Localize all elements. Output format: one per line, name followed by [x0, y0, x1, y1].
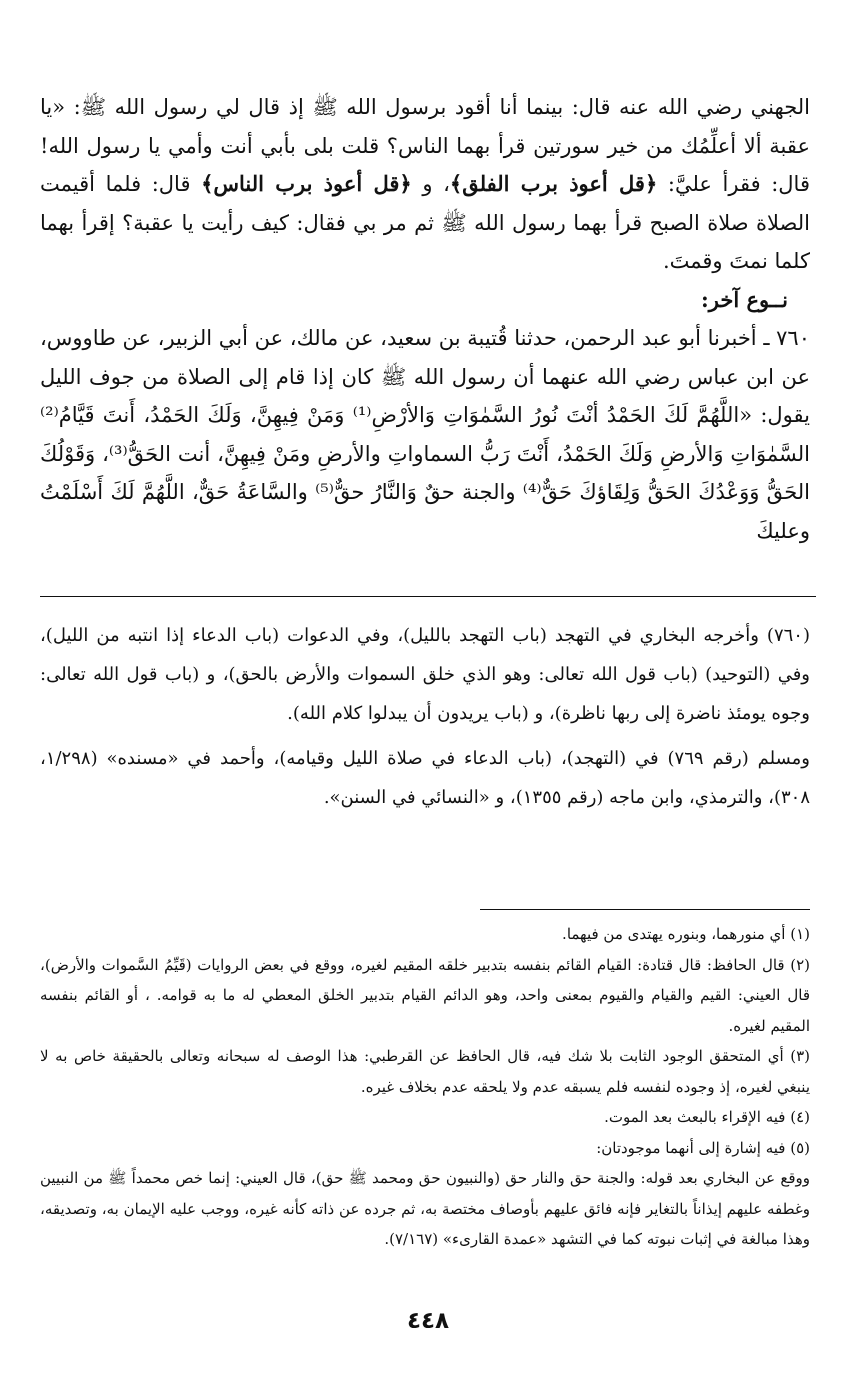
footnote-5: (٥) فيه إشارة إلى أنهما موجودتان: — [596, 1138, 810, 1157]
footnote-3: (٣) أي المتحقق الوجود الثابت بلا شك فيه، قال الحافظ عن القرطبي: هذا الوصف له سبحانه وتعالى بالحقيقة خاص به لا ينبغي لغيره، إذ وجوده لنفسه فلم يسبقه عدم ولا يلحقه عدم بخلاف غيره. — [40, 1047, 810, 1096]
takhrij-commentary — [40, 616, 810, 823]
paragraph-hadith-uqba: الجهني رضي الله عنه قال: بينما أنا أقود برسول الله ﷺ إذ قال لي رسول الله ﷺ: «يا عقبة ألا أعلِّمُك من خير سورتين قرأ بهما الناس؟ قلت بلى بأبي أنت وأمي يا رسول الله! قال: فقرأ عليَّ: ﴿قل أعوذ برب الفلق﴾، و ﴿قل أعوذ برب الناس﴾ قال: فلما أقيمت الصلاة صلاة الصبح قرأ بهما رسول الله ﷺ ثم مر بي فقال: كيف رأيت يا عقبة؟ إقرأ بهما كلما نمتَ وقمتَ. — [40, 95, 810, 273]
sura-nas: ﴿قل أعوذ برب الناس﴾ — [201, 171, 412, 196]
commentary-paragraph: (٧٦٠) وأخرجه البخاري في التهجد (باب التهجد بالليل)، وفي الدعوات (باب الدعاء إذا انتبه من الليل)، وفي (التوحيد) (باب قول الله تعالى: وهو الذي خلق السموات والأرض بالحق)، و (باب قول الله تعالى: وجوه يومئذ ناضرة إلى ربها ناظرة)، و (باب يريدون أن يبدلوا كلام الله). — [40, 625, 810, 724]
footnote-5-continuation: ووقع عن البخاري بعد قوله: والجنة حق والنار حق (والنبيون حق ومحمد ﷺ حق)، قال العيني: إنما خص محمداً ﷺ من النبيين وغطفه عليهم إيذاناً بالتغاير فإنه فائق عليهم بأوصاف مختصة به، ثم جرده عن ذاته كأنه غيره، ووجب عليه الإيمان به، وتصديقه، وهذا مبالغة في إثبات نبوته كما في التشهد «عمدة القارىء» (٧/١٦٧). — [40, 1169, 810, 1248]
section-heading: نــوع آخر: — [701, 286, 788, 312]
page-number: ٤٤٨ — [406, 1308, 450, 1334]
sura-falaq: ﴿قل أعوذ برب الفلق﴾ — [449, 171, 658, 196]
footnote-4: (٤) فيه الإقراء بالبعث بعد الموت. — [604, 1108, 810, 1126]
main-text — [40, 88, 810, 550]
commentary-paragraph: ومسلم (رقم ٧٦٩) في (التهجد)، (باب الدعاء في صلاة الليل وقيامه)، وأحمد في «مسنده» (١/٢٩٨، ٣٠٨)، والترمذي، وابن ماجه (رقم ١٣٥٥)، و «النسائي في السنن». — [40, 748, 810, 808]
footnote-1: (١) أي منورهما، وبنوره يهتدى من فيهما. — [562, 925, 810, 943]
footnote-divider — [480, 909, 810, 910]
paragraph-hadith-760: ٧٦٠ ـ أخبرنا أبو عبد الرحمن، حدثنا قُتيبة بن سعيد، عن مالك، عن أبي الزبير، عن طاووس، عن ابن عباس رضي الله عنهما أن رسول الله ﷺ كان إذا قام إلى الصلاة من جوف الليل يقول: «اللَّهُمَّ لَكَ الحَمْدُ أنْتَ نُورُ السَّمٰوَاتِ وَالأرْضِ⁽¹⁾ وَمَنْ فِيهِنَّ، وَلَكَ الحَمْدُ، أَنتَ قَيَّامُ⁽²⁾ السَّمٰوَاتِ وَالأرضِ وَلَكَ الحَمْدُ، أَنْتَ رَبُّ السماواتِ والأرضِ ومَنْ فِيهِنَّ، أنت الحَقُّ⁽³⁾، وَقَوْلُكَ الحَقُّ وَوَعْدُكَ الحَقُّ وَلِقَاؤكَ حَقٌّ⁽⁴⁾ والجنة حقٌ وَالنَّارُ حقٌّ⁽⁵⁾ والسَّاعَةُ حَقٌّ، اللَّهُمَّ لَكَ أَسْلَمْتُ وعليكَ — [40, 326, 810, 543]
footnotes — [40, 919, 810, 1255]
footnote-2: (٢) قال الحافظ: قال قتادة: القيام القائم بنفسه بتدبير خلقه المقيم لغيره، ووقع في بعض الروايات (قَيِّمُ السَّموات والأرض)، قال العيني: القيم والقيام والقيوم بمعنى واحد، وهو الدائم القيام بتدبير الخلق المعطي له ما به قوامه. ، أو القائم بنفسه المقيم لغيره. — [40, 955, 810, 1035]
main-divider — [40, 596, 816, 597]
